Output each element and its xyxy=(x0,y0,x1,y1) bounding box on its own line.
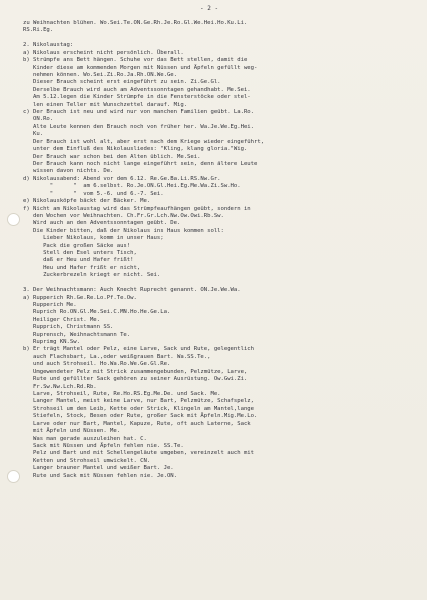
text-line: Ruprensch, Weihnachtsmann Te. xyxy=(23,331,131,338)
text-line: Wird auch an den Adventssonntagen geübt. De. xyxy=(23,220,181,227)
text-line: Dieser Brauch scheint erst eingeführt zu sein. Zi.Ge.Gl. xyxy=(23,79,221,86)
text-line: Ketten und Strohseil umwickelt. CN. xyxy=(23,457,151,464)
text-line: Fr.Sw.Nw.Lch.Rd.Rb. xyxy=(23,383,97,390)
text-line: Ruprich Ro.ON.Gl.Me.Sei.C.MN.Ho.He.Ge.La. xyxy=(23,309,171,316)
text-line: und auch Strohseil. Ho.Wa.Ro.We.Ge.Gl.Re. xyxy=(23,361,171,368)
text-line: Ruprimg KN.Sw. xyxy=(23,339,80,346)
text-line: mit Äpfeln und Nüssen. Me. xyxy=(23,428,121,435)
text-line: len einen Teller mit Wunschzettel darauf. Mig. xyxy=(23,101,188,108)
text-line: f) Nicht am Nikolaustag wird das Strümpfeaufhängen geübt, sondern in xyxy=(23,205,251,212)
text-line: ON.Ro. xyxy=(23,116,54,123)
text-line: Der Brauch kann noch nicht lange eingeführt sein, denn ältere Leute xyxy=(23,160,258,167)
text-line: 3. Der Weihnachtsmann: Auch Knecht Ruprecht genannt. ON.Je.We.Wa. xyxy=(23,287,241,294)
text-line: RS.Ri.Eg. xyxy=(23,27,54,34)
text-line: Lieber Nikolaus, komm in unser Haus; xyxy=(23,235,164,242)
text-line: " " am 6.selbst. Ro.Je.ON.Gl.Hei.Eg.Me.Wa.Zi.Sw.Ho. xyxy=(23,183,241,190)
text-line: Ku. xyxy=(23,131,44,138)
text-line: Der Brauch war schon bei den Alten üblich. Me.Sei. xyxy=(23,153,201,160)
text-line: Sack mit Nüssen und Äpfeln fehlen nie. SS.Te. xyxy=(23,442,184,449)
text-line: Stell den Esel unters Tisch, xyxy=(23,250,137,257)
text-line: auch Flachsbart, La.,oder weißgrauen Bart. Wa.SS.Te., xyxy=(23,353,211,360)
text-line: " " vom 5.-6. und 6.-7. Sei. xyxy=(23,190,164,197)
text-line: Langer brauner Mantel und weißer Bart. Je. xyxy=(23,465,174,472)
text-line: Rupprich, Christmann SS. xyxy=(23,324,114,331)
text-line: b) Er trägt Mantel oder Pelz, eine Larve, Sack und Rute, gelegentlich xyxy=(23,346,254,353)
text-line: Kinder diese am kommenden Morgen mit Nüssen und Äpfeln gefüllt weg- xyxy=(23,64,258,71)
text-line: Rute und Sack mit Nüssen fehlen nie. Je.ON. xyxy=(23,472,177,479)
text-line: Pack die großen Säcke aus! xyxy=(23,242,131,249)
text-line: a) Nikolaus erscheint nicht persönlich. Überall. xyxy=(23,49,184,56)
text-line: unter dem Einfluß des Nikolausliedes: "Kling, klang gloria."Wig. xyxy=(23,146,248,153)
text-line: Strohseil um den Leib, Kette oder Strick, Klingeln am Mantel,lange xyxy=(23,405,254,412)
text-line: Alte Leute kennen den Brauch noch von früher her. Wa.Je.We.Eg.Hei. xyxy=(23,123,254,130)
text-line: a) Rupperich Rh.Ge.Re.Lo.Pf.Te.Ow. xyxy=(23,294,137,301)
text-line: Pelz und Bart und mit Schellengeläute umgeben, vereinzelt auch mit xyxy=(23,450,254,457)
text-line: Larve, Strohseil, Rute, Re.Ho.RS.Eg.Me.De. und Sack. Me. xyxy=(23,391,221,397)
text-line: wissen davon nichts. De. xyxy=(23,168,114,175)
text-line: Derselbe Brauch wird auch am Adventssonntagen gehandhabt. Me.Sei. xyxy=(23,86,251,93)
text-line: Stiefeln, Stock, Besen oder Rute, großer Sack mit Äpfeln.Mig.Me.Lo. xyxy=(23,413,258,420)
text-line: Rupperich Me. xyxy=(23,301,77,308)
text-line: Rute und gefüllter Sack gehören zu seiner Ausrüstung. Ow.Gwi.Zi. xyxy=(23,376,248,383)
text-line: Heiliger Christ. Me. xyxy=(23,316,100,323)
text-line: daß er Heu und Hafer frißt! xyxy=(23,257,134,264)
text-line: Die Kinder bitten, daß der Nikolaus ins Haus kommen soll: xyxy=(23,227,224,234)
text-line: Heu und Hafer frißt er nicht, xyxy=(23,264,141,271)
text-line: c) Der Brauch ist neu und wird nur von manchen Familien geübt. La.Ro. xyxy=(23,109,254,116)
text-line: d) Nikolausabend: Abend vor dem 6.12. Re.Ge.Ba.Li.RS.Nw.Gr. xyxy=(23,175,221,182)
text-line: nehmen können. Wo.Sei.Zi.Ro.Ja.Rh.ON.We.Ge. xyxy=(23,71,177,78)
punch-hole-bottom xyxy=(7,470,20,483)
text-line: Umgewendeter Pelz mit Strick zusammengebunden, Pelzmütze, Larve, xyxy=(23,368,248,375)
text-line: Langer Mantel, meist keine Larve, nur Bart, Pelzmütze, Schafspelz, xyxy=(23,398,254,405)
text-line: Larve oder nur Bart, Mantel, Kapuze, Rute, oft auch Laterne, Sack xyxy=(23,420,251,427)
text-line: Der Brauch ist wohl alt, aber erst nach dem Kriege wieder eingeführt, xyxy=(23,138,265,145)
text-line: e) Nikolausköpfe bäckt der Bäcker. Me. xyxy=(23,198,151,205)
text-line: zu Weihnachten blühen. Wo.Sei.Te.ON.Ge.Rh.Je.Ro.Gl.We.Hei.Ho.Ku.Li. xyxy=(23,20,248,26)
text-line: b) Strümpfe ans Bett hängen. Schuhe vor das Bett stellen, damit die xyxy=(23,57,248,64)
punch-hole-top xyxy=(7,213,20,226)
text-line: Was man gerade auszuleihen hat. C. xyxy=(23,435,147,442)
text-line: Zuckerbrezeln kriegt er nicht. Sei. xyxy=(23,272,161,279)
text-line: 2. Nikolaustag: xyxy=(23,42,74,49)
text-line: Am 5.12.legen die Kinder Strümpfe in die Fensterstöcke oder stel- xyxy=(23,94,251,101)
text-line: den Wochen vor Weihnachten. Ch.Fr.Gr.Lch.Nw.Ow.Owi.Rb.Sw. xyxy=(23,212,224,219)
page-number: - 2 - xyxy=(200,5,219,12)
